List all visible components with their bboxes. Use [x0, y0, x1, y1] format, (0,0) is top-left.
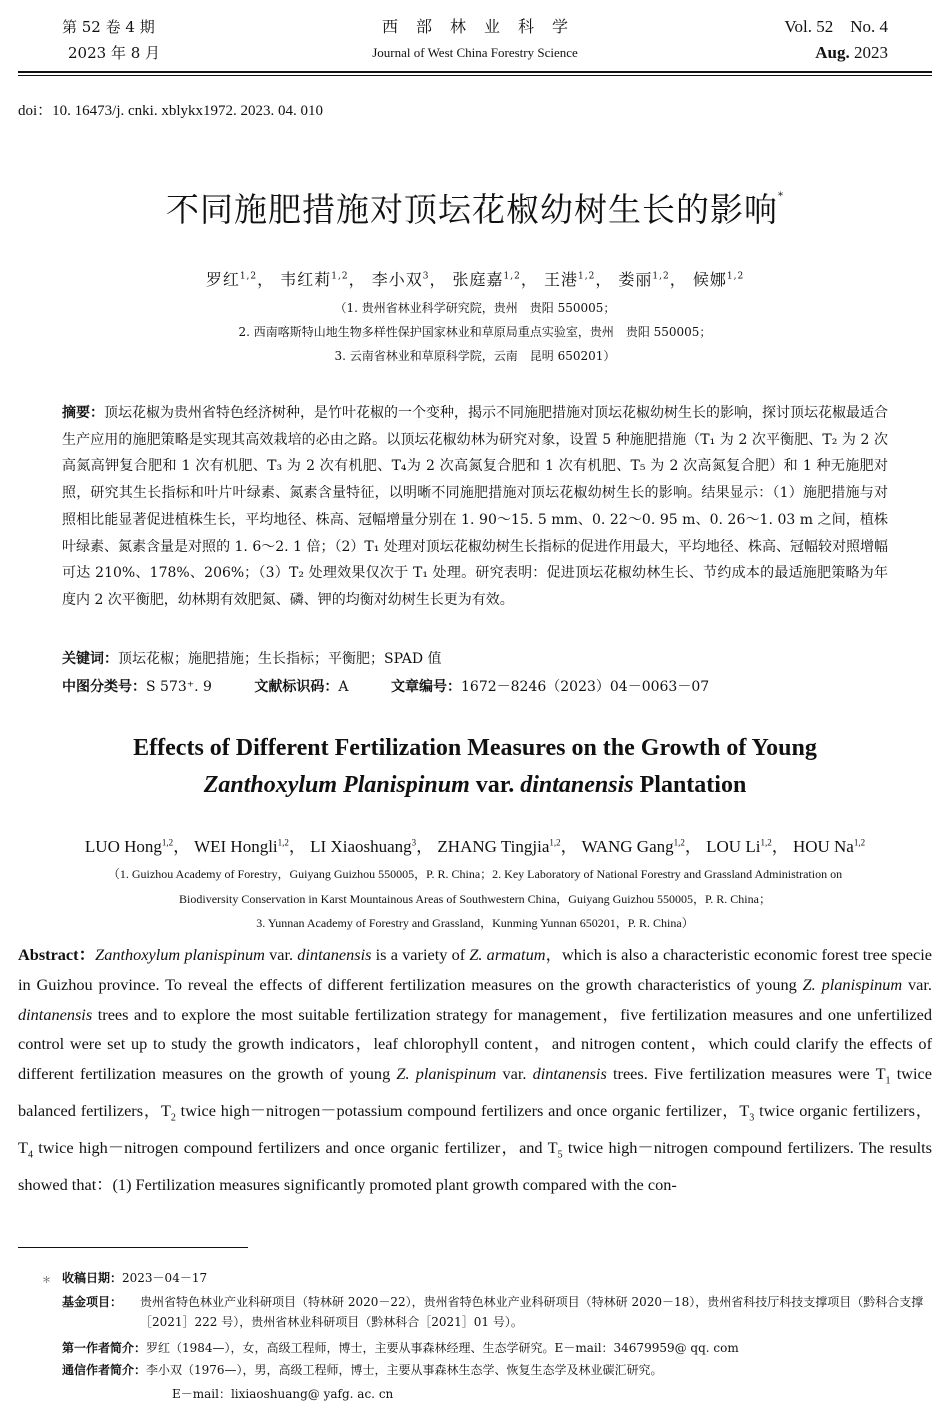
corresponding-text: 李小双（1976—），男，高级工程师，博士，主要从事森林生态学、恢复生态学及林业碳汇研究。 [146, 1363, 663, 1377]
author-en: WEI Hongli [194, 837, 278, 856]
footnote-corresponding [62, 1360, 932, 1380]
author-sup: 1,2 [760, 837, 772, 848]
title-en-line2 [0, 767, 950, 804]
title-en-variety: dintanensis [520, 772, 634, 798]
keywords-cn [62, 648, 442, 668]
date-en [784, 40, 888, 66]
journal-name-cn: 西部林业科学 [381, 17, 586, 36]
abstract-en-text: is a variety of [371, 945, 470, 964]
abstract-en-text: twice high－nitrogen－potassium compound fertilizers and once organic fertilizer，T [175, 1101, 750, 1121]
author-cn: 娄丽 [618, 270, 653, 289]
year-en: 2023 [854, 43, 888, 62]
title-cn [0, 184, 950, 231]
received-label: 收稿日期： [62, 1271, 123, 1285]
abstract-en-text: dintanensis [297, 945, 372, 964]
title-en-tail: Plantation [633, 772, 747, 798]
author-en: LI Xiaoshuang [310, 837, 412, 856]
doi[interactable]: doi：10. 16473/j. cnki. xblykx1972. 2023. 04. 010 [18, 103, 323, 119]
abstract-en-text: var. [496, 1064, 533, 1084]
abstract-en-text: Zanthoxylum planispinum [95, 945, 265, 964]
authors-cn: 罗红$^{1,2}$， 韦红莉$^{1,2}$， 李小双$^3$， 张庭嘉$^{1,2}$， 王港$^{1,2}$， 娄丽$^{1,2}$， 候娜$^{1,2}$ [205, 270, 745, 289]
subscript: 4 [27, 1149, 33, 1161]
abstract-en-text: dintanensis [532, 1064, 607, 1084]
affiliation-cn: 3. 云南省林业和草原科学院，云南 昆明 650201） [334, 349, 616, 363]
author-sup: 1,2 [577, 271, 596, 282]
abstract-en-text: Z. armatum [469, 945, 546, 964]
affiliation-en: Biodiversity Conservation in Karst Mountainous Areas of Southwestern China，Guiyang Guizhou 550005，P. R. China； [179, 891, 771, 906]
affiliations-en [0, 862, 950, 936]
affiliation-en: （1. Guizhou Academy of Forestry，Guiyang Guizhou 550005，P. R. China；2. Key Laboratory of National Forestry and Grassland Administration on [107, 867, 843, 881]
first-author-text: 罗红（1984—），女，高级工程师，博士，主要从事森林经理、生态学研究。E－mail：34679959@ qq. com [146, 1341, 739, 1355]
abstract-en [18, 940, 932, 1200]
header-right [784, 14, 888, 66]
author-en: LOU Li [706, 837, 761, 856]
first-author-label: 第一作者简介： [62, 1341, 147, 1355]
affiliation-en: 3. Yunnan Academy of Forestry and Grassland，Kunming Yunnan 650201，P. R. China） [256, 916, 694, 930]
author-sup: 1,2 [331, 271, 349, 282]
abstract-cn-label: 摘要： [62, 405, 104, 421]
author-en: HOU Na [792, 837, 854, 856]
abstract-en-text: twice high－nitrogen compound fertilizers and once organic fertilizer，and T [32, 1138, 558, 1158]
author-cn: 候娜 [692, 270, 727, 289]
subscript: 2 [170, 1112, 176, 1124]
volume-en: Vol. 52 No. 4 [784, 17, 888, 36]
doc-code-value: A [338, 679, 349, 695]
title-en [0, 730, 950, 804]
month-en: Aug. [815, 43, 850, 62]
author-en: ZHANG Tingjia [437, 837, 550, 856]
title-footnote-mark: * [778, 191, 784, 202]
clc-label: 中图分类号： [62, 679, 146, 695]
author-cn: 张庭嘉 [452, 270, 504, 289]
author-sup: 3 [422, 271, 430, 282]
author-sup: 1,2 [277, 837, 289, 848]
abstract-en-text: dintanensis [18, 1004, 93, 1024]
title-en-genus: Zanthoxylum Planispinum [203, 772, 470, 798]
title-en-line1: Effects of Different Fertilization Measures on the Growth of Young [133, 735, 817, 761]
abstract-en-text: twice balanced fertilizers，T [18, 1064, 932, 1121]
affiliation-cn: （1. 贵州省林业科学研究院，贵州 贵阳 550005； [334, 301, 616, 315]
article-no-value: 1672－8246（2023）04－0063－07 [461, 679, 710, 695]
author-cn: 罗红 [205, 270, 240, 289]
date-cn: 2023 年 8 月 [68, 44, 161, 62]
abstract-en-text: twice high－nitrogen compound fertilizers. The results showed that：(1) Fertilization measures significantly promoted plant growth compared with the con- [18, 1138, 932, 1195]
subscript: 3 [749, 1112, 755, 1124]
abstract-en-text: var. [902, 974, 932, 994]
journal-name-en: Journal of West China Forestry Science [372, 45, 578, 60]
received-date: 2023－04－17 [122, 1271, 208, 1285]
author-sup: 1,2 [239, 271, 258, 282]
doc-code-label: 文献标识码： [254, 679, 339, 695]
abstract-en-text: Z. planispinum [396, 1064, 497, 1084]
abstract-en-label: Abstract： [18, 945, 96, 964]
abstract-en-text: ，which is also a characteristic economic forest tree specie in Guizhou province. To reveal the effects of different fertilization measures on the growth characteristics of young [18, 945, 933, 994]
author-en: LUO Hong [84, 837, 162, 856]
article-no-label: 文章编号： [391, 679, 461, 695]
subscript: 5 [557, 1149, 563, 1161]
author-en: WANG Gang [581, 837, 674, 856]
classification-line [62, 676, 709, 696]
keywords-cn-label: 关键词： [62, 651, 118, 667]
fund-text: 贵州省特色林业产业科研项目（特林研 2020－22），贵州省特色林业产业科研项目（特林研 2020－18），贵州省科技厅科技支撑项目（黔科合支撑［2021］222 号），贵州省林业科研项目（黔林科合［2021］01 号）。 [140, 1295, 924, 1329]
footnote-received [62, 1268, 932, 1288]
keywords-cn-text: 顶坛花椒；施肥措施；生长指标；平衡肥；SPAD 值 [118, 651, 442, 667]
abstract-en-text: Z. planispinum [802, 974, 903, 994]
author-sup: 3 [411, 837, 417, 848]
author-sup: 1,2 [549, 837, 561, 848]
subscript: 1 [885, 1075, 891, 1087]
header-rule-thick [18, 71, 932, 73]
author-cn: 韦红莉 [280, 270, 332, 289]
affiliations-cn [0, 296, 950, 368]
volume-cn: 第 52 卷 4 期 [62, 18, 155, 36]
title-cn-text: 不同施肥措施对顶坛花椒幼树生长的影响 [166, 190, 778, 229]
footnote-first-author [62, 1338, 932, 1358]
abstract-cn [62, 400, 888, 614]
author-sup: 1,2 [652, 271, 670, 282]
affiliation-cn: 2. 西南喀斯特山地生物多样性保护国家林业和草原局重点实验室，贵州 贵阳 550005； [238, 325, 712, 339]
header-rule-thin [18, 75, 932, 76]
author-sup: 1,2 [503, 271, 521, 282]
fund-label: 基金项目： [62, 1295, 123, 1309]
abstract-en-text: var. [264, 945, 298, 964]
corresponding-label: 通信作者简介： [62, 1363, 147, 1377]
author-cn: 王港 [543, 270, 578, 289]
author-sup: 1,2 [853, 837, 866, 848]
author-sup: 1,2 [161, 837, 174, 848]
abstract-en-text: trees. Five fertilization measures were T [606, 1064, 886, 1084]
author-sup: 1,2 [673, 837, 685, 848]
clc-value: S 573⁺. 9 [146, 679, 212, 695]
footnote-fund [62, 1292, 932, 1332]
abstract-cn-text: 顶坛花椒为贵州省特色经济树种，是竹叶花椒的一个变种，揭示不同施肥措施对顶坛花椒幼树生长的影响，探讨顶坛花椒最适合生产应用的施肥策略是实现其高效栽培的必由之路。以顶坛花椒幼林为研究对象，设置 5 种施肥措施（T₁ 为 2 次平衡肥、T₂ 为 2 次高氮高钾复合肥和 1 次有机肥、T₃ 为 2 次有机肥、T₄为 2 次高氮复合肥和 1 次有机肥、T₅ 为 2 次高氮复合肥）和 1 种无施肥对照，研究其生长指标和叶片叶绿素、氮素含量特征，以明晰不同施肥措施对顶坛花椒幼树生长的影响。结果显示：（1）施肥措施与对照相比能显著促进植株生长，平均地径、株高、冠幅增量分别在 1. 90～15. 5 mm、0. 22～0. 95 m、0. 26～1. 03 m 之间，植株叶绿素、氮素含量是对照的 1. 6～2. 1 倍；（2）T₁ 处理对顶坛花椒幼树生长指标的促进作用最大，平均地径、株高、冠幅较对照增幅可达 210%、178%、206%；（3）T₂ 处理效果仅次于 T₁ 处理。研究表明：促进顶坛花椒幼林生长、节约成本的最适施肥策略为年度内 2 次平衡肥，幼林期有效肥氮、磷、钾的均衡对幼树生长更为有效。 [62, 405, 888, 608]
author-cn: 李小双 [371, 270, 423, 289]
author-sup: 1,2 [726, 271, 745, 282]
footnote-corresponding-email[interactable]: E－mail：lixiaoshuang@ yafg. ac. cn [172, 1387, 394, 1401]
authors-en: LUO Hong$^{1,2}$， WEI Hongli$^{1,2}$， LI Xiaoshuang$^3$， ZHANG Tingjia$^{1,2}$， WANG Gang$^{1,2}$， LOU Li$^{1,2}$， HOU Na$^{1,2}$ [84, 837, 866, 856]
footnote-rule [18, 1247, 248, 1248]
title-en-var: var. [469, 772, 521, 798]
footnote-mark: ＊ [42, 1276, 52, 1286]
abstract-en-text: twice organic fertilizers，T [18, 1101, 932, 1158]
abstract-en-text: trees and to explore the most suitable fertilization strategy for management，five fertilization measures and one unfertilized control were set up to study the growth indicators，leaf chlorophyll content，and nitrogen content，which could clarify the effects of different fertilization measures on the growth of young [18, 1004, 932, 1084]
